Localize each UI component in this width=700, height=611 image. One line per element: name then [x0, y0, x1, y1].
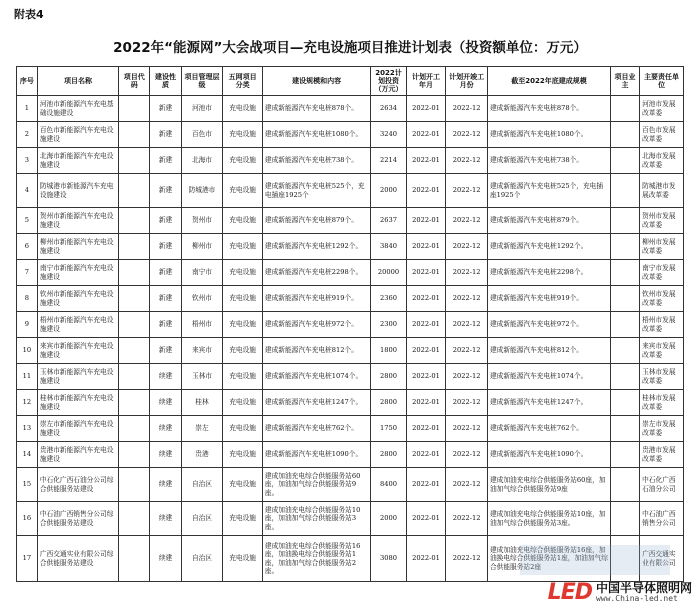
table-cell: 玉林市: [181, 364, 223, 390]
table-cell: 建成新能源汽车充电桩525个，充电插座1925个: [262, 174, 370, 208]
table-cell: 2022-12: [446, 286, 488, 312]
table-cell: 北海市: [181, 148, 223, 174]
table-cell: 充电设施: [223, 364, 263, 390]
table-cell: 建成新能源汽车充电桩879个。: [262, 208, 370, 234]
table-cell: [610, 416, 639, 442]
table-cell: 2022-01: [406, 234, 446, 260]
table-cell: [119, 174, 150, 208]
table-row: [17, 208, 684, 234]
table-row: [17, 234, 684, 260]
table-cell: 建成加油充电综合供能服务站60座，加油加气综合供能服务站9座。: [262, 468, 370, 502]
table-cell: [610, 312, 639, 338]
header-cell: 序号: [17, 67, 38, 96]
table-cell: 百色市: [181, 122, 223, 148]
header-cell: 计划开工年月: [406, 67, 446, 96]
table-cell: 防城港市: [181, 174, 223, 208]
table-cell: [119, 122, 150, 148]
table-row: [17, 416, 684, 442]
table-cell: 2022-01: [406, 442, 446, 468]
table-cell: 2022-01: [406, 364, 446, 390]
site-name: 中国半导体照明网: [595, 581, 692, 595]
header-cell: 项目名称: [37, 67, 118, 96]
header-cell: 2022计划投资（万元）: [371, 67, 406, 96]
table-cell: 柳州市新能源汽车充电设施建设: [37, 234, 118, 260]
table-cell: 充电设施: [223, 502, 263, 536]
table-cell: 15: [17, 468, 38, 502]
table-cell: [119, 416, 150, 442]
table-cell: 防城港市发展改革委: [640, 174, 684, 208]
table-cell: [610, 260, 639, 286]
table-cell: [610, 148, 639, 174]
table-cell: 来宾市发展改革委: [640, 338, 684, 364]
table-cell: [119, 148, 150, 174]
table-cell: 2022-12: [446, 364, 488, 390]
table-cell: 建成新能源汽车充电桩762个。: [487, 416, 610, 442]
table-cell: 2022-01: [406, 148, 446, 174]
table-row: [17, 260, 684, 286]
table-cell: 2022-01: [406, 96, 446, 122]
table-cell: 建成新能源汽车充电桩762个。: [262, 416, 370, 442]
table-cell: 南宁市新能源汽车充电设施建设: [37, 260, 118, 286]
table-cell: 1750: [371, 416, 406, 442]
table-cell: 充电设施: [223, 312, 263, 338]
table-cell: 中石化广西石油分公司综合供能服务站建设: [37, 468, 118, 502]
table-row: [17, 390, 684, 416]
table-cell: 2800: [371, 364, 406, 390]
table-cell: 充电设施: [223, 208, 263, 234]
table-row: [17, 338, 684, 364]
table-cell: 充电设施: [223, 122, 263, 148]
table-cell: 10: [17, 338, 38, 364]
table-cell: 2022-12: [446, 122, 488, 148]
table-cell: 建成新能源汽车充电桩738个。: [487, 148, 610, 174]
header-cell: 计划开竣工月份: [446, 67, 488, 96]
table-cell: 南宁市: [181, 260, 223, 286]
table-cell: [119, 364, 150, 390]
table-cell: 钦州市新能源汽车充电设施建设: [37, 286, 118, 312]
watermark-text: [596, 582, 692, 603]
table-row: [17, 364, 684, 390]
table-cell: 百色市发展改革委: [640, 122, 684, 148]
table-cell: 梧州市新能源汽车充电设施建设: [37, 312, 118, 338]
table-cell: 20000: [371, 260, 406, 286]
header-cell: 项目业主: [610, 67, 639, 96]
table-cell: 2022-01: [406, 390, 446, 416]
table-cell: 建成新能源汽车充电桩878个。: [487, 96, 610, 122]
table-cell: 建成新能源汽车充电桩1090个。: [262, 442, 370, 468]
table-cell: 充电设施: [223, 390, 263, 416]
table-cell: 2022-12: [446, 338, 488, 364]
table-cell: 建成新能源汽车充电桩1080个。: [262, 122, 370, 148]
table-row: [17, 468, 684, 502]
table-cell: 梧州市发展改革委: [640, 312, 684, 338]
table-cell: [610, 364, 639, 390]
table-cell: 4: [17, 174, 38, 208]
table-cell: 中石化广西石油分公司: [640, 468, 684, 502]
table-cell: 2022-12: [446, 208, 488, 234]
table-cell: 新建: [150, 208, 181, 234]
table-cell: 2000: [371, 502, 406, 536]
table-cell: 2022-01: [406, 174, 446, 208]
table-cell: 建成新能源汽车充电桩919个。: [262, 286, 370, 312]
table-cell: 2634: [371, 96, 406, 122]
table-cell: 2022-01: [406, 260, 446, 286]
header-cell: 项目代码: [119, 67, 150, 96]
table-cell: [119, 96, 150, 122]
table-cell: 充电设施: [223, 234, 263, 260]
table-cell: 建成新能源汽车充电桩2298个。: [487, 260, 610, 286]
table-cell: [119, 208, 150, 234]
table-cell: 续建: [150, 416, 181, 442]
table-cell: 12: [17, 390, 38, 416]
table-cell: 河池市发展改革委: [640, 96, 684, 122]
project-table: [16, 66, 684, 582]
table-cell: [119, 390, 150, 416]
table-cell: 桂林: [181, 390, 223, 416]
header-cell: 建设性质: [150, 67, 181, 96]
appendix-label: 附表4: [14, 8, 44, 21]
table-cell: 建成加油充电综合供能服务站16座，加油换电综合供能服务站1座，加油加气综合供能服务站2座。: [262, 536, 370, 582]
table-body: [17, 96, 684, 582]
table-cell: 充电设施: [223, 96, 263, 122]
watermark: [548, 580, 692, 605]
table-cell: 充电设施: [223, 148, 263, 174]
table-cell: [119, 536, 150, 582]
table-cell: 桂林市发展改革委: [640, 390, 684, 416]
table-cell: 2022-12: [446, 96, 488, 122]
table-cell: 5: [17, 208, 38, 234]
table-cell: [119, 502, 150, 536]
table-cell: 建成加油充电综合供能服务站10座，加油加气综合供能服务站3座。: [487, 502, 610, 536]
table-cell: 河池市: [181, 96, 223, 122]
table-cell: 新建: [150, 174, 181, 208]
table-cell: 1: [17, 96, 38, 122]
table-cell: 2300: [371, 312, 406, 338]
table-cell: 新建: [150, 286, 181, 312]
table-cell: 建成新能源汽车充电桩1247个。: [487, 390, 610, 416]
table-cell: 2022-12: [446, 442, 488, 468]
table-cell: 建成新能源汽车充电桩738个。: [262, 148, 370, 174]
table-cell: [610, 442, 639, 468]
table-cell: 桂林市新能源汽车充电设施建设: [37, 390, 118, 416]
table-cell: 2022-01: [406, 312, 446, 338]
table-cell: 充电设施: [223, 468, 263, 502]
table-cell: 广西交通实业有限公司综合供能服务站建设: [37, 536, 118, 582]
table-cell: [610, 468, 639, 502]
table-cell: 贵港市发展改革委: [640, 442, 684, 468]
table-cell: [610, 174, 639, 208]
table-cell: 建成加油充电综合供能服务站10座，加油加气综合供能服务站3座。: [262, 502, 370, 536]
table-cell: 续建: [150, 536, 181, 582]
table-cell: 建成新能源汽车充电桩972个。: [262, 312, 370, 338]
table-cell: [610, 96, 639, 122]
table-cell: 河池市新能源汽车充电基础设施建设: [37, 96, 118, 122]
table-cell: 2637: [371, 208, 406, 234]
table-cell: 续建: [150, 364, 181, 390]
table-cell: [610, 208, 639, 234]
table-cell: 建成新能源汽车充电桩879个。: [487, 208, 610, 234]
table-cell: 续建: [150, 442, 181, 468]
table-cell: 续建: [150, 390, 181, 416]
table-cell: 新建: [150, 234, 181, 260]
table-cell: 2000: [371, 174, 406, 208]
table-cell: 建成新能源汽车充电桩525个，充电插座1925个: [487, 174, 610, 208]
table-cell: 13: [17, 416, 38, 442]
table-cell: 1800: [371, 338, 406, 364]
table-cell: 2022-01: [406, 208, 446, 234]
table-cell: 8: [17, 286, 38, 312]
table-cell: 贺州市: [181, 208, 223, 234]
table-cell: 建成新能源汽车充电桩972个。: [487, 312, 610, 338]
table-cell: 充电设施: [223, 286, 263, 312]
table-cell: 百色市新能源汽车充电设施建设: [37, 122, 118, 148]
table-cell: 充电设施: [223, 416, 263, 442]
table-cell: 3840: [371, 234, 406, 260]
table-cell: 2214: [371, 148, 406, 174]
table-cell: 新建: [150, 312, 181, 338]
table-cell: 充电设施: [223, 536, 263, 582]
table-cell: [119, 468, 150, 502]
table-cell: 建成新能源汽车充电桩2298个。: [262, 260, 370, 286]
table-cell: 2022-01: [406, 416, 446, 442]
table-cell: 3: [17, 148, 38, 174]
site-url: www.China-led.net: [595, 593, 678, 603]
header-cell: 项目管理层级: [181, 67, 223, 96]
table-cell: [610, 502, 639, 536]
led-logo: LED: [547, 580, 592, 605]
table-cell: 2022-12: [446, 416, 488, 442]
table-cell: 建成新能源汽车充电桩1292个。: [262, 234, 370, 260]
table-cell: 充电设施: [223, 174, 263, 208]
table-cell: 2360: [371, 286, 406, 312]
table-cell: 3240: [371, 122, 406, 148]
header-cell: 主要责任单位: [640, 67, 684, 96]
table-cell: 贵港: [181, 442, 223, 468]
table-cell: 北海市发展改革委: [640, 148, 684, 174]
table-cell: 2022-01: [406, 338, 446, 364]
table-cell: 2800: [371, 442, 406, 468]
table-cell: 崇左市发展改革委: [640, 416, 684, 442]
watermark-overlay: [520, 545, 670, 575]
table-cell: 钦州市: [181, 286, 223, 312]
table-cell: 来宾市: [181, 338, 223, 364]
header-cell: 建设规模和内容: [262, 67, 370, 96]
table-cell: 2022-01: [406, 122, 446, 148]
table-cell: [119, 234, 150, 260]
table-cell: 建成新能源汽车充电桩1080个。: [487, 122, 610, 148]
table-cell: [610, 122, 639, 148]
table-cell: 充电设施: [223, 442, 263, 468]
table-cell: [610, 390, 639, 416]
table-cell: 16: [17, 502, 38, 536]
table-cell: 自治区: [181, 536, 223, 582]
table-cell: [119, 312, 150, 338]
table-cell: 2022-12: [446, 260, 488, 286]
table-cell: 贺州市新能源汽车充电设施建设: [37, 208, 118, 234]
table-cell: 建成新能源汽车充电桩812个。: [262, 338, 370, 364]
table-cell: 建成新能源汽车充电桩878个。: [262, 96, 370, 122]
table-cell: [119, 286, 150, 312]
table-cell: 2022-12: [446, 148, 488, 174]
table-cell: 崇左: [181, 416, 223, 442]
table-cell: 11: [17, 364, 38, 390]
table-cell: [119, 260, 150, 286]
header-row: [17, 67, 684, 96]
table-cell: 2: [17, 122, 38, 148]
table-cell: [119, 338, 150, 364]
table-cell: 充电设施: [223, 260, 263, 286]
table-cell: 新建: [150, 148, 181, 174]
table-cell: 中石油广西销售分公司: [640, 502, 684, 536]
table-cell: 贺州市发展改革委: [640, 208, 684, 234]
table-cell: 建成加油充电综合供能服务站60座，加油加气综合供能服务站9座: [487, 468, 610, 502]
table-cell: 充电设施: [223, 338, 263, 364]
table-cell: 建成新能源汽车充电桩1074个。: [262, 364, 370, 390]
table-row: [17, 502, 684, 536]
table-cell: 17: [17, 536, 38, 582]
table-cell: 梧州市: [181, 312, 223, 338]
table-row: [17, 312, 684, 338]
table-cell: 2022-12: [446, 468, 488, 502]
table-cell: 建成新能源汽车充电桩1247个。: [262, 390, 370, 416]
table-cell: 7: [17, 260, 38, 286]
table-cell: 2022-12: [446, 502, 488, 536]
table-cell: 2022-12: [446, 234, 488, 260]
table-cell: 钦州市发展改革委: [640, 286, 684, 312]
table-cell: 建成新能源汽车充电桩812个。: [487, 338, 610, 364]
table-cell: 自治区: [181, 468, 223, 502]
table-cell: 新建: [150, 96, 181, 122]
table-cell: 中石油广西销售分公司综合供能服务站建设: [37, 502, 118, 536]
table-cell: 2022-12: [446, 312, 488, 338]
table-row: [17, 96, 684, 122]
table-cell: 来宾市新能源汽车充电设施建设: [37, 338, 118, 364]
table-cell: 2022-01: [406, 286, 446, 312]
table-row: [17, 122, 684, 148]
table-cell: 柳州市发展改革委: [640, 234, 684, 260]
table-cell: 2022-01: [406, 468, 446, 502]
table-cell: 2022-01: [406, 536, 446, 582]
table-cell: 新建: [150, 260, 181, 286]
table-cell: 2800: [371, 390, 406, 416]
table-cell: 9: [17, 312, 38, 338]
table-cell: 北海市新能源汽车充电设施建设: [37, 148, 118, 174]
table-row: [17, 148, 684, 174]
header-cell: 五网项目分类: [223, 67, 263, 96]
table-cell: 8400: [371, 468, 406, 502]
table-cell: 新建: [150, 338, 181, 364]
table-cell: 柳州市: [181, 234, 223, 260]
table-cell: 玉林市新能源汽车充电设施建设: [37, 364, 118, 390]
table-row: [17, 286, 684, 312]
table-cell: 防城港市新能源汽车充电设施建设: [37, 174, 118, 208]
table-cell: 6: [17, 234, 38, 260]
table-cell: [610, 234, 639, 260]
table-cell: 建成新能源汽车充电桩1292个。: [487, 234, 610, 260]
table-cell: 贵港市新能源汽车充电设施建设: [37, 442, 118, 468]
table-cell: 3080: [371, 536, 406, 582]
table-cell: 续建: [150, 468, 181, 502]
table-cell: [610, 338, 639, 364]
table-cell: [119, 442, 150, 468]
table-cell: 新建: [150, 122, 181, 148]
page-title: 2022年“能源网”大会战项目—充电设施项目推进计划表（投资额单位：万元）: [113, 40, 587, 56]
table-cell: 2022-01: [406, 502, 446, 536]
table-row: [17, 174, 684, 208]
table-cell: [610, 286, 639, 312]
table-cell: 崇左市新能源汽车充电设施建设: [37, 416, 118, 442]
table-cell: 2022-12: [446, 536, 488, 582]
table-cell: 2022-12: [446, 174, 488, 208]
table-cell: 建成新能源汽车充电桩919个。: [487, 286, 610, 312]
table-cell: 建成加油充电综合供能服务站16座，加油换电综合供能服务站1座，加油加气综合供能服务站2座: [487, 536, 610, 582]
table-cell: 14: [17, 442, 38, 468]
table-cell: 南宁市发展改革委: [640, 260, 684, 286]
table-cell: 自治区: [181, 502, 223, 536]
table-cell: 建成新能源汽车充电桩1090个。: [487, 442, 610, 468]
table-cell: 建成新能源汽车充电桩1074个。: [487, 364, 610, 390]
table-cell: 玉林市发展改革委: [640, 364, 684, 390]
table-cell: 续建: [150, 502, 181, 536]
header-cell: 截至2022年底建成规模: [487, 67, 610, 96]
table-cell: 2022-12: [446, 390, 488, 416]
table-cell: 广西交通实业有限公司: [640, 536, 684, 582]
table-row: [17, 442, 684, 468]
